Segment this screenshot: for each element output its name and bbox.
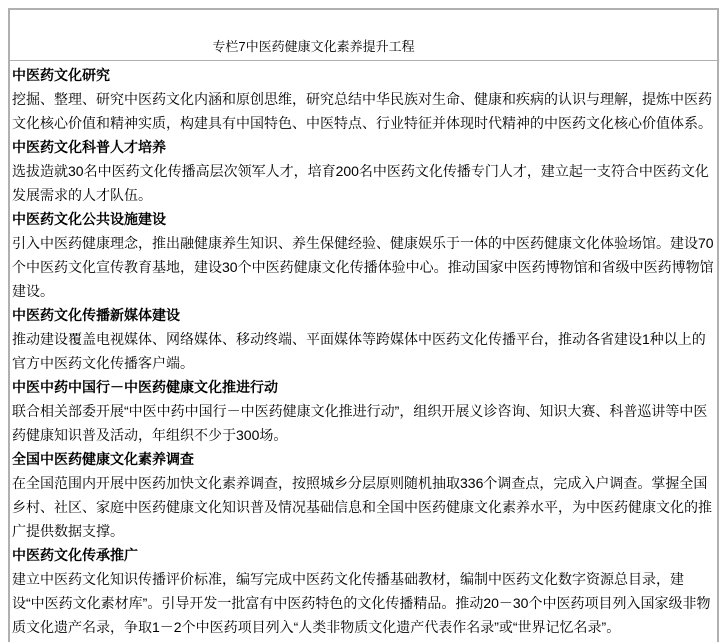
section-heading: 中医药文化传播新媒体建设 bbox=[12, 307, 180, 323]
section-body: 选拔造就30名中医药文化传播高层次领军人才，培育200名中医药文化传播专门人才，建立起一支符合中医药文化发展需求的人才队伍。 bbox=[12, 163, 709, 203]
section-body: 挖掘、整理、研究中医药文化内涵和原创思维，研究总结中华民族对生命、健康和疾病的认识与理解，提炼中医药文化核心价值和精神实质，构建具有中国特色、中医特点、行业特征并体现时代精神的中医药文化核心价值体系。 bbox=[12, 91, 712, 131]
column7-table bbox=[8, 8, 719, 642]
section-body: 联合相关部委开展“中医中药中国行－中医药健康文化推进行动”，组织开展义诊咨询、知识大赛、科普巡讲等中医药健康知识普及活动，年组织不少于300场。 bbox=[12, 403, 708, 443]
table-title: 专栏7中医药健康文化素养提升工程 bbox=[212, 39, 415, 54]
table-title-row bbox=[9, 9, 718, 61]
section-body: 在全国范围内开展中医药加快文化素养调查，按照城乡分层原则随机抽取336个调查点，完成入户调查。掌握全国乡村、社区、家庭中医药健康文化知识普及情况基础信息和全国中医药健康文化素养水平，为中医药健康文化的推广提供数据支撑。 bbox=[12, 475, 712, 539]
section-heading: 中医药文化科普人才培养 bbox=[12, 139, 166, 155]
section-body: 建立中医药文化知识传播评价标准，编写完成中医药文化传播基础教材，编制中医药文化数字资源总目录，建设“中医药文化素材库”。引导开发一批富有中医药特色的文化传播精品。推动20－30个中医药项目列入国家级非物质文化遗产名录，争取1－2个中医药项目列入“人类非物质文化遗产代表作名录”或“世界记忆名录”。 bbox=[12, 571, 711, 635]
section-body: 引入中医药健康理念，推出融健康养生知识、养生保健经验、健康娱乐于一体的中医药健康文化体验场馆。建设70个中医药文化宣传教育基地，建设30个中医药健康文化传播体验中心。推动国家中医药博物馆和省级中医药博物馆建设。 bbox=[12, 235, 714, 299]
table-content-cell bbox=[9, 61, 718, 642]
section-heading: 中医中药中国行－中医药健康文化推进行动 bbox=[12, 379, 278, 395]
table-content-row bbox=[9, 61, 718, 642]
table-title-cell bbox=[9, 9, 718, 61]
section-heading: 中医药文化传承推广 bbox=[12, 547, 138, 563]
section-heading: 中医药文化公共设施建设 bbox=[12, 211, 166, 227]
section-heading: 中医药文化研究 bbox=[12, 67, 110, 83]
section-body: 推动建设覆盖电视媒体、网络媒体、移动终端、平面媒体等跨媒体中医药文化传播平台，推动各省建设1种以上的官方中医药文化传播客户端。 bbox=[12, 331, 706, 371]
section-heading: 全国中医药健康文化素养调查 bbox=[12, 451, 194, 467]
